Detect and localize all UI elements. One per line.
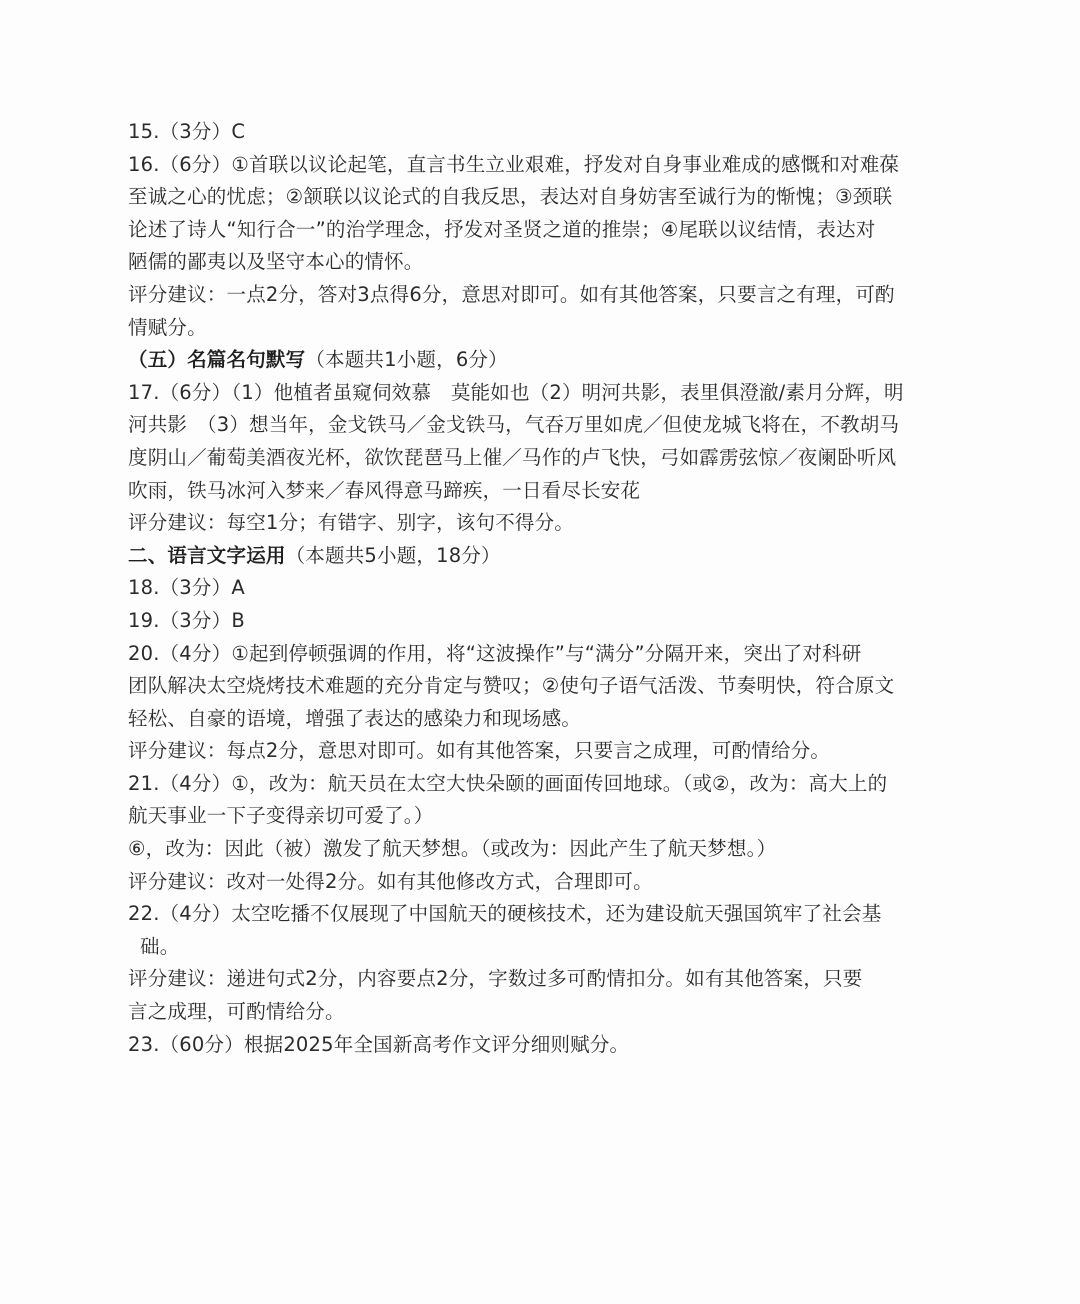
text-line: 22.（4分）太空吃播不仅展现了中国航天的硬核技术，还为建设航天强国筑牢了社会基 xyxy=(128,902,882,926)
text-line: 陋儒的鄙夷以及坚守本心的情怀。 xyxy=(128,250,424,274)
section-note: （本题共1小题，6分） xyxy=(305,348,508,372)
text-line: 度阴山／葡萄美酒夜光杯，欲饮琵琶马上催／马作的卢飞快，弓如霹雳弦惊／夜阑卧听风 xyxy=(128,445,897,469)
text-line: 评分建议：改对一处得2分。如有其他修改方式，合理即可。 xyxy=(128,869,653,893)
section-title: （五）名篇名句默写 xyxy=(128,348,306,372)
text-line: 21.（4分）①，改为：航天员在太空大快朵颐的画面传回地球。（或②，改为：高大上的 xyxy=(128,771,888,795)
text-line: 吹雨，铁马冰河入梦来／春风得意马蹄疾，一日看尽长安花 xyxy=(128,478,641,502)
text-line: 23.（60分）根据2025年全国新高考作文评分细则赋分。 xyxy=(128,1032,630,1056)
text-line: ⑥，改为：因此（被）激发了航天梦想。（或改为：因此产生了航天梦想。） xyxy=(128,837,777,861)
text-line: 18.（3分）A xyxy=(128,576,245,600)
text-line: 评分建议：每空1分；有错字、别字，该句不得分。 xyxy=(128,511,575,535)
section-note: （本题共5小题，18分） xyxy=(285,543,501,567)
text-line: 评分建议：递进句式2分，内容要点2分，字数过多可酌情扣分。如有其他答案，只要 xyxy=(128,967,863,991)
section-heading xyxy=(128,344,928,377)
text-line: 17.（6分）（1）他植者虽窥伺效慕 莫能如也（2）明河共影，表里俱澄澈/素月分辉，明 xyxy=(128,380,904,404)
text-line: 论述了诗人“知行合一”的治学理念，抒发对圣贤之道的推崇；④尾联以议结情，表达对 xyxy=(128,217,876,241)
text-line: 20.（4分）①起到停顿强调的作用，将“这波操作”与“满分”分隔开来，突出了对科研 xyxy=(128,641,862,665)
text-line: 轻松、自豪的语境，增强了表达的感染力和现场感。 xyxy=(128,706,582,730)
text-line: 15.（3分）C xyxy=(128,120,246,143)
text-line: 团队解决太空烧烤技术难题的充分肯定与赞叹；②使句子语气活泼、节奏明快，符合原文 xyxy=(128,674,895,698)
text-line: 评分建议：一点2分，答对3点得6分，意思对即可。如有其他答案，只要言之有理，可酌 xyxy=(128,282,895,306)
text-line: 言之成理，可酌情给分。 xyxy=(128,1000,345,1024)
section-heading xyxy=(128,540,928,573)
text-line: 情赋分。 xyxy=(128,315,207,339)
text-line: 16.（6分）①首联以议论起笔，直言书生立业艰难，抒发对自身事业难成的感慨和对难葆 xyxy=(128,152,900,176)
text-line: 至诚之心的忧虑；②颔联以议论式的自我反思，表达对自身妨害至诚行为的惭愧；③颈联 xyxy=(128,185,893,209)
text-line: 19.（3分）B xyxy=(128,608,245,632)
text-line: 评分建议：每点2分，意思对即可。如有其他答案，只要言之成理，可酌情给分。 xyxy=(128,739,831,763)
text-line: 河共影 （3）想当年，金戈铁马／金戈铁马，气吞万里如虎／但使龙城飞将在，不教胡马 xyxy=(128,413,900,437)
text-line: 础。 xyxy=(140,934,180,958)
answer-key-text xyxy=(128,116,928,1061)
text-line: 航天事业一下子变得亲切可爱了。） xyxy=(128,804,434,828)
section-title: 二、语言文字运用 xyxy=(128,543,286,567)
